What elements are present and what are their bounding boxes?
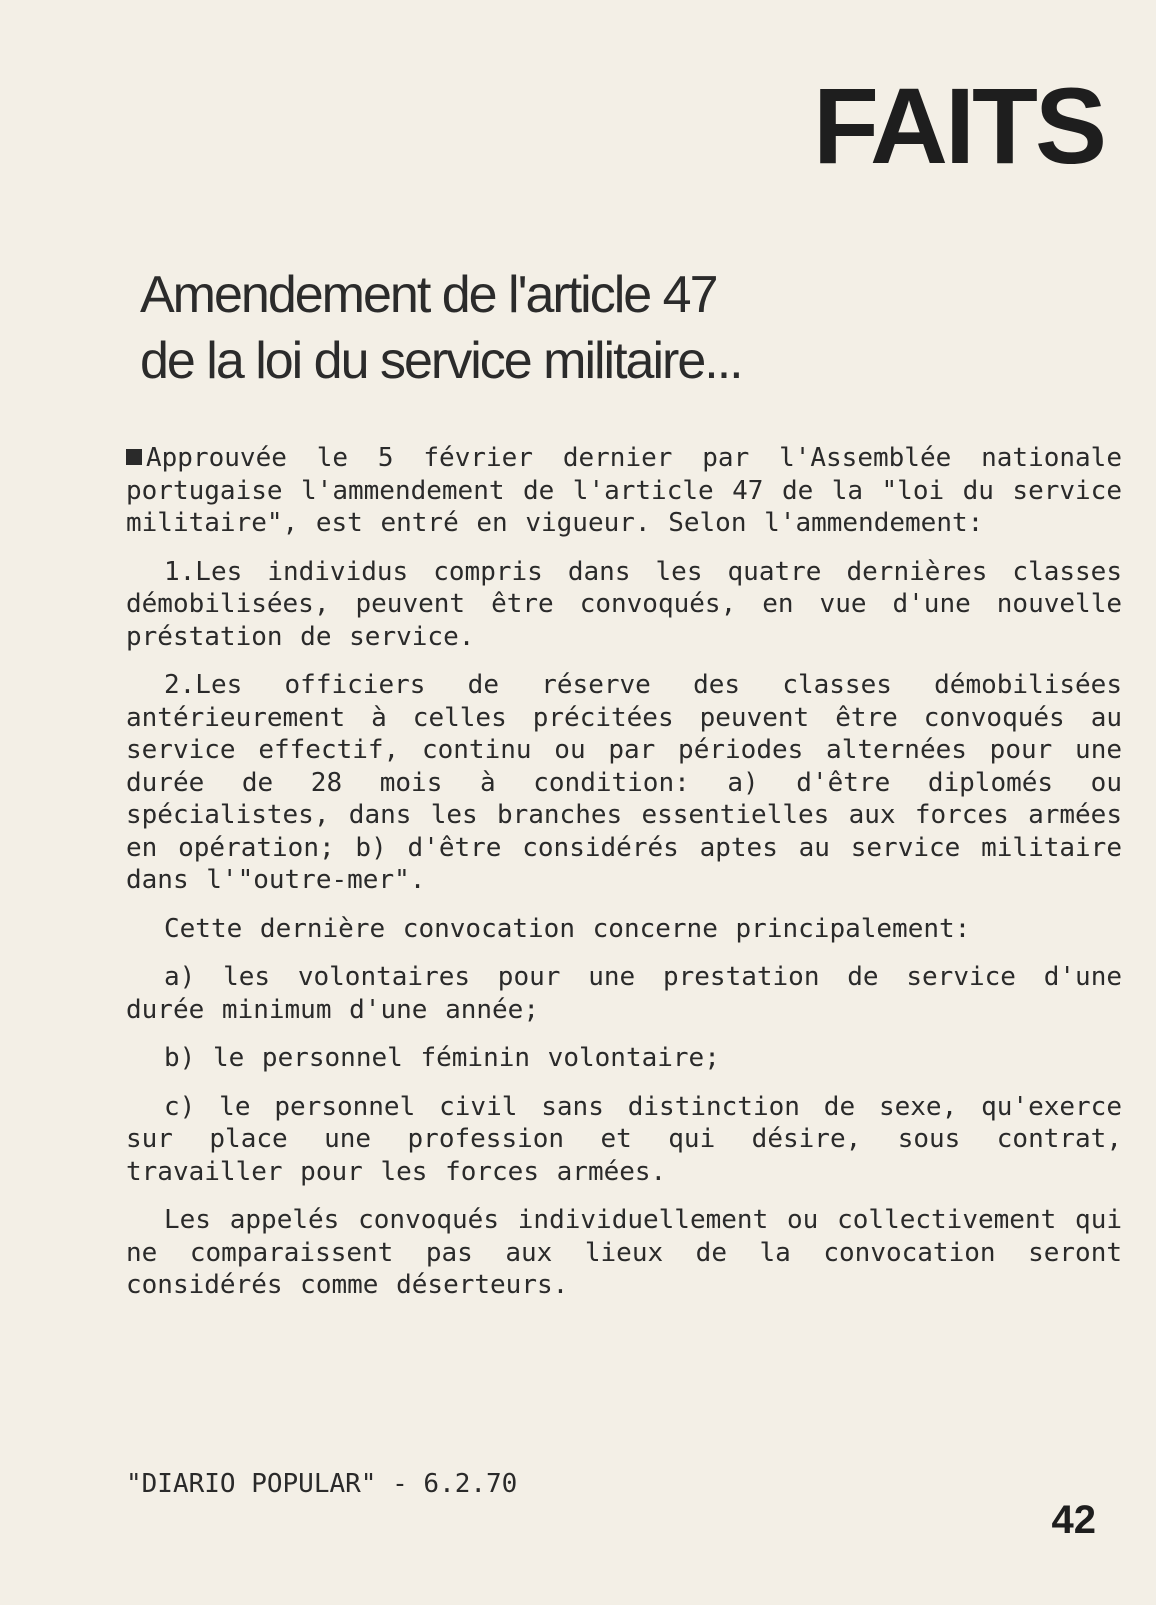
paragraph-point-1: 1.Les individus compris dans les quatre dernières classes démobilisées, peuvent être convoqués, en vue d'une nouvelle préstation de service. (126, 556, 1122, 652)
paragraph-deserters: Les appelés convoqués individuellement ou collectivement qui ne comparaissent pas aux lieux de la convocation seront considérés comme déserteurs. (126, 1205, 1122, 1300)
section-label: FAITS (812, 65, 1104, 186)
article-headline (140, 262, 1040, 394)
bullet-square-icon (126, 449, 142, 465)
paragraph-item-c: c) le personnel civil sans distinction de sexe, qu'exerce sur place une profession et qui désire, sous contrat, travailler pour les forces armées. (126, 1091, 1122, 1187)
source-citation: "DIARIO POPULAR" - 6.2.70 (126, 1469, 518, 1499)
paragraph-item-a: a) les volontaires pour une prestation de service d'une durée minimum d'une année; (126, 962, 1122, 1025)
paragraph-point-2: 2.Les officiers de réserve des classes démobilisées antérieurement à celles précitées peuvent être convoqués au service effectif, continu ou par périodes alternées pour une durée de 28 mois à condition: a) d'être diplomés ou spécialistes, dans les branches essentielles aux forces armées en opération; b) d'être considérés aptes au service militaire dans l'"outre-mer". (126, 670, 1122, 895)
headline-line-1: Amendement de l'article 47 (140, 266, 717, 324)
article-body (126, 442, 1122, 1318)
paragraph-item-b: b) le personnel féminin volontaire; (164, 1043, 720, 1073)
headline-line-2: de la loi du service militaire... (140, 332, 742, 390)
page-number: 42 (1051, 1498, 1096, 1542)
paragraph-convocation: Cette dernière convocation concerne principalement: (164, 913, 971, 944)
paragraph-intro: Approuvée le 5 février dernier par l'Assemblée nationale portugaise l'ammendement de l'article 47 de la "loi du service militaire", est entré en vigueur. Selon l'ammendement: (126, 443, 1122, 538)
